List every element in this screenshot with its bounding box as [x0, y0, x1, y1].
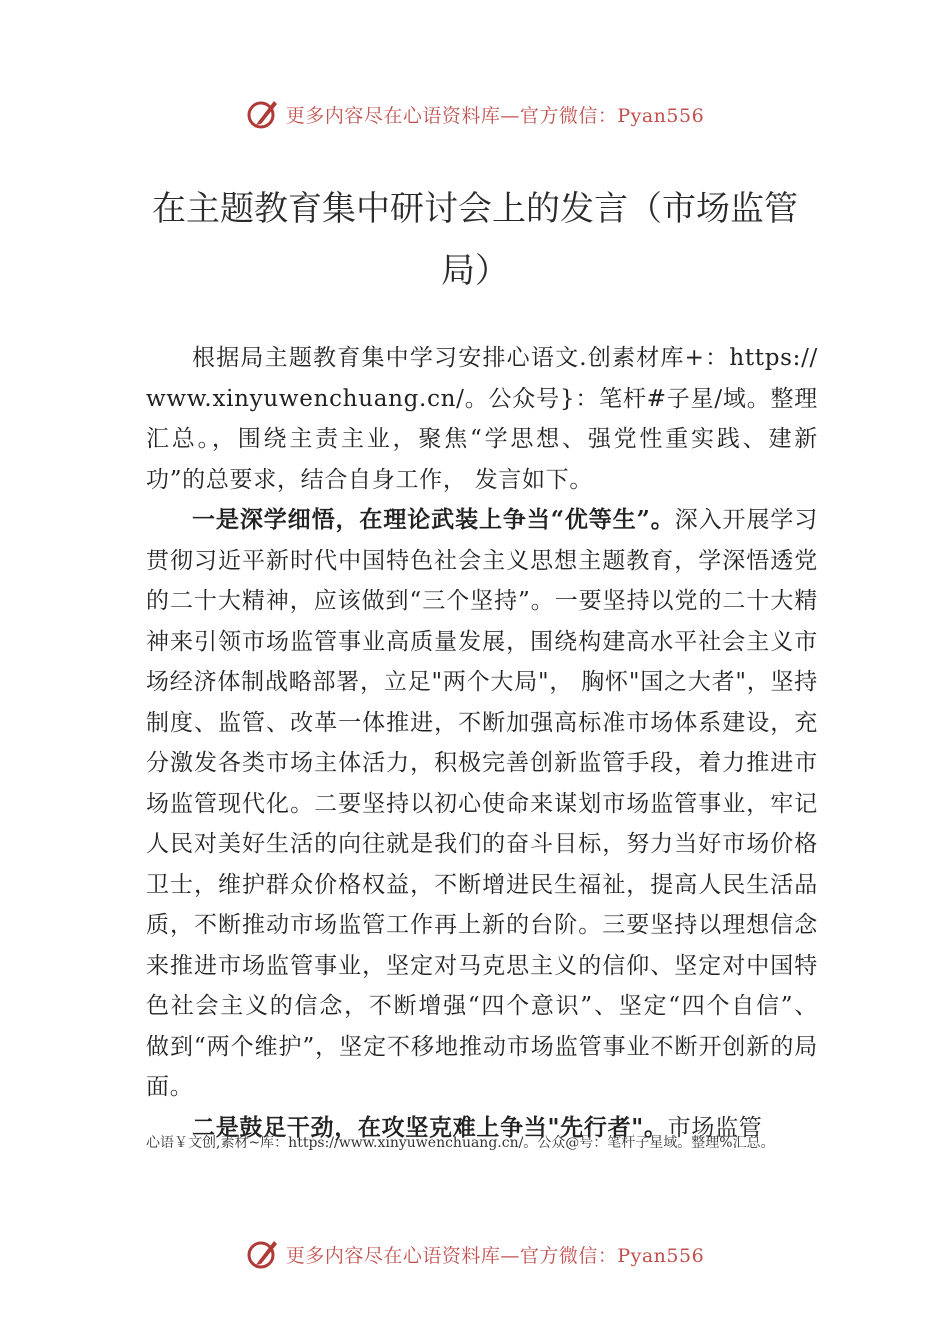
header-banner-text: 更多内容尽在心语资料库—官方微信：Pyan556 — [285, 104, 705, 127]
footer-banner-text: 更多内容尽在心语资料库—官方微信：Pyan556 — [285, 1244, 705, 1267]
document-body — [146, 338, 818, 1148]
page-title: 在主题教育集中研讨会上的发言（市场监管局） — [152, 189, 798, 291]
paragraph-text: 深入开展学习贯彻习近平新时代中国特色社会主义思想主题教育，学深悟透党的二十大精神，应该做到“三个坚持”。一要坚持以党的二十大精神来引领市场监管事业高质量发展，围绕构建高水平社会主义市场经济体制战略部署，立足"两个大局"， 胸怀"国之大者"，坚持制度、监管、改革一体推进，不断加强高标准市场体系建设，充分激发各类市场主体活力，积极完善创新监管手段，着力推进市场监管现代化。二要坚持以初心使命来谋划市场监管事业，牢记人民对美好生活的向往就是我们的奋斗目标，努力当好市场价格卫士，维护群众价格权益，不断增进民生福祉，提高人民生活品质，不断推动市场监管工作再上新的台阶。三要坚持以理想信念来推进市场监管事业，坚定对马克思主义的信仰、坚定对中国特色社会主义的信念，不断增强“四个意识”、坚定“四个自信”、 做到“两个维护”，坚定不移地推动市场监管事业不断开创新的局面。 — [146, 507, 818, 1100]
footer-banner — [0, 1232, 950, 1276]
paragraph-text: 根据局主题教育集中学习安排心语文.创素材库+：https://www.xinyuwenchuang.cn/。公众号}：笔杆#子星/域。整理汇总。，围绕主责主业，聚焦“学思想、强党性重实践、建新功”的总要求，结合自身工作， 发言如下。 — [146, 345, 818, 493]
paragraph-lead: 二是鼓足干劲，在攻坚克难上争当"先行者"。 — [192, 1113, 668, 1141]
pen-logo-icon — [246, 1237, 280, 1271]
paragraph-point-one — [146, 500, 818, 1108]
pen-logo-icon — [246, 97, 280, 131]
paragraph-intro — [146, 338, 818, 500]
header-banner — [0, 92, 950, 136]
footnote-watermark: 心语￥文创,素材~库：https://www.xinyuwenchuang.cn/。公众@号：笔杆子星域。整理%汇总。 — [146, 1135, 775, 1151]
paragraph-lead: 一是深学细悟，在理论武装上争当“优等生”。 — [192, 506, 675, 533]
paragraph-text: 市场监管 — [667, 1114, 763, 1141]
